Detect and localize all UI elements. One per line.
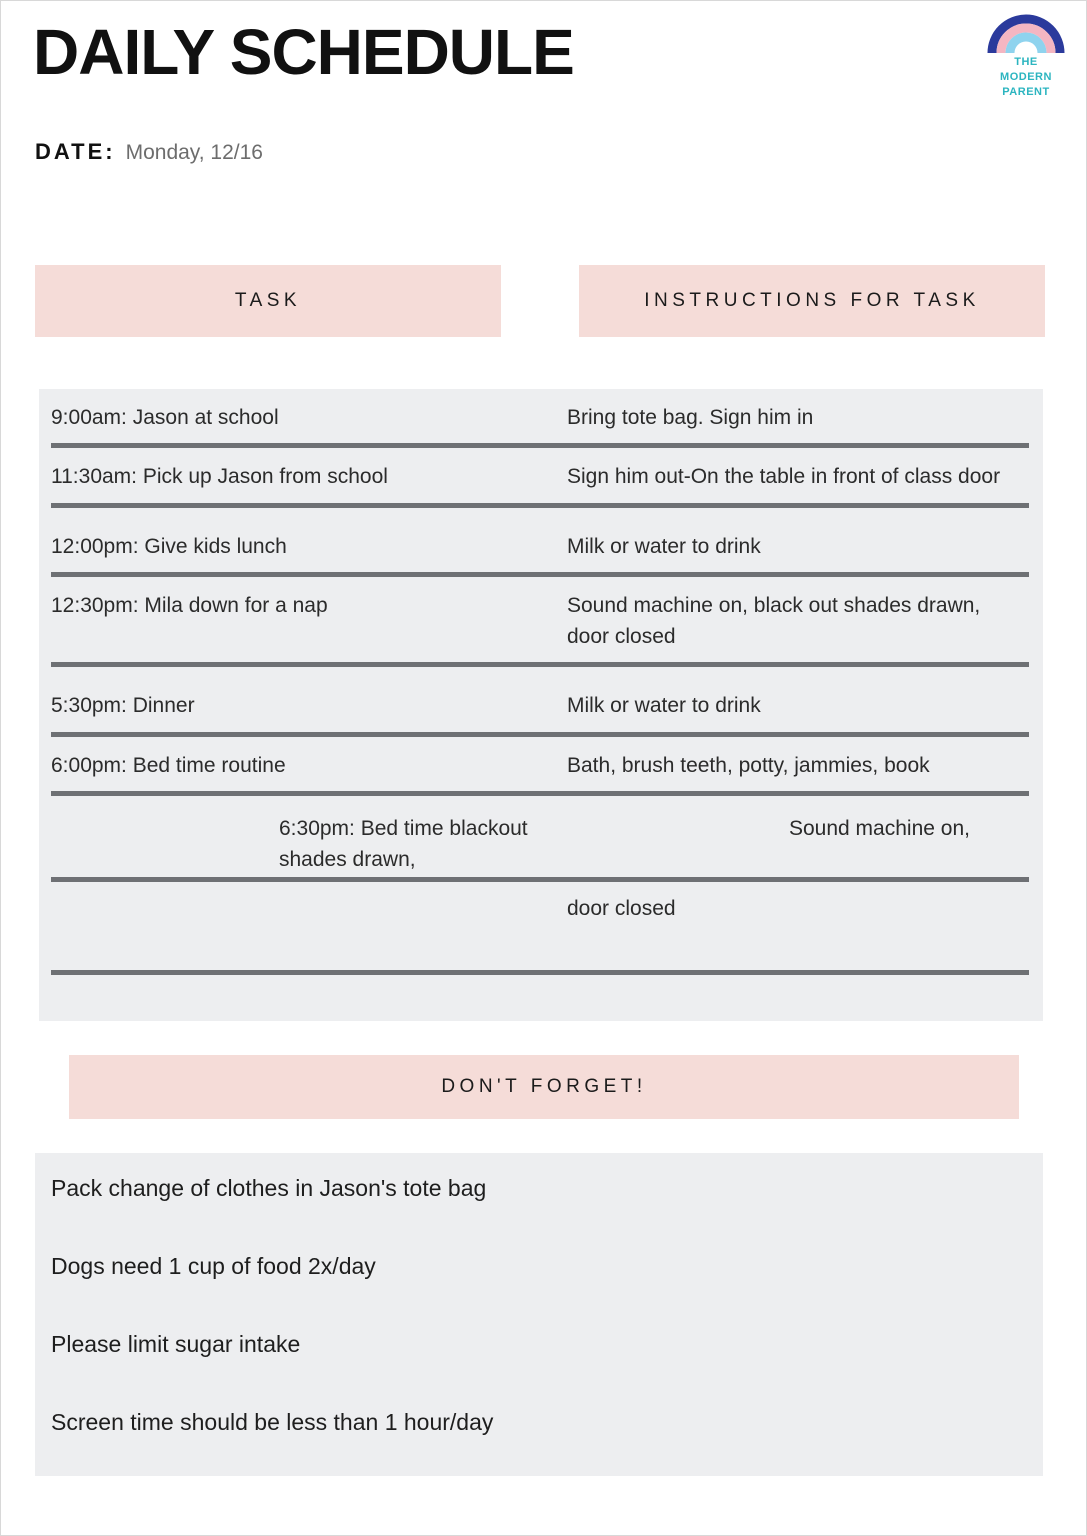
task-cell[interactable]: 9:00am: Jason at school [51,406,279,429]
table-row[interactable] [39,796,1043,882]
instructions-cell[interactable]: Sign him out-On the table in front of class door [567,465,1001,489]
date-row [35,139,263,165]
table-row[interactable] [39,389,1043,448]
logo-text-line-1: THE [1014,56,1038,68]
column-header-instructions-label: INSTRUCTIONS FOR TASK [644,290,980,311]
dont-forget-header [69,1055,1019,1119]
dont-forget-label: DON'T FORGET! [441,1076,647,1097]
date-label: DATE: [35,139,116,164]
table-row-overflow[interactable] [39,882,1043,975]
instructions-cell[interactable]: Milk or water to drink [567,534,761,558]
list-item[interactable]: Please limit sugar intake [51,1331,301,1358]
instructions-cell[interactable]: Bring tote bag. Sign him in [567,406,814,429]
table-row[interactable] [39,577,1043,667]
task-cell[interactable]: 11:30am: Pick up Jason from school [51,465,388,489]
table-row[interactable] [39,667,1043,736]
logo-text-line-3: PARENT [1002,85,1050,98]
column-header-task [35,265,501,337]
task-cell[interactable]: 12:30pm: Mila down for a nap [51,594,328,618]
page-title: DAILY SCHEDULE [33,16,574,88]
rainbow-icon [987,11,1065,55]
instructions-cell[interactable]: Bath, brush teeth, potty, jammies, book [567,753,930,777]
table-row[interactable] [39,508,1043,577]
task-cell[interactable]: 6:00pm: Bed time routine [51,753,286,777]
instructions-overflow-cell[interactable]: door closed [567,896,676,920]
task-cell[interactable]: 12:00pm: Give kids lunch [51,534,287,558]
list-item[interactable]: Dogs need 1 cup of food 2x/day [51,1253,376,1280]
logo-text-line-2: MODERN [1000,70,1052,83]
instructions-cell[interactable]: Sound machine on, [789,817,970,841]
task-cell[interactable]: 5:30pm: Dinner [51,694,195,718]
instructions-cell[interactable]: Milk or water to drink [567,694,761,718]
list-item[interactable]: Pack change of clothes in Jason's tote bag [51,1175,487,1201]
table-row-empty[interactable] [39,975,1043,1019]
task-cell[interactable]: 6:30pm: Bed time blackout shades drawn, [279,817,528,871]
list-item[interactable]: Screen time should be less than 1 hour/day [51,1409,494,1436]
dont-forget-notes-panel [35,1153,1043,1476]
column-header-task-label: TASK [234,290,302,311]
table-row[interactable] [39,448,1043,507]
the-modern-parent-rainbow-logo [980,11,1072,99]
table-row[interactable] [39,737,1043,796]
column-header-instructions [579,265,1045,337]
instructions-cell[interactable]: Sound machine on, black out shades drawn, door closed [567,594,981,648]
schedule-table [39,389,1043,1021]
date-value[interactable]: Monday, 12/16 [125,141,263,164]
